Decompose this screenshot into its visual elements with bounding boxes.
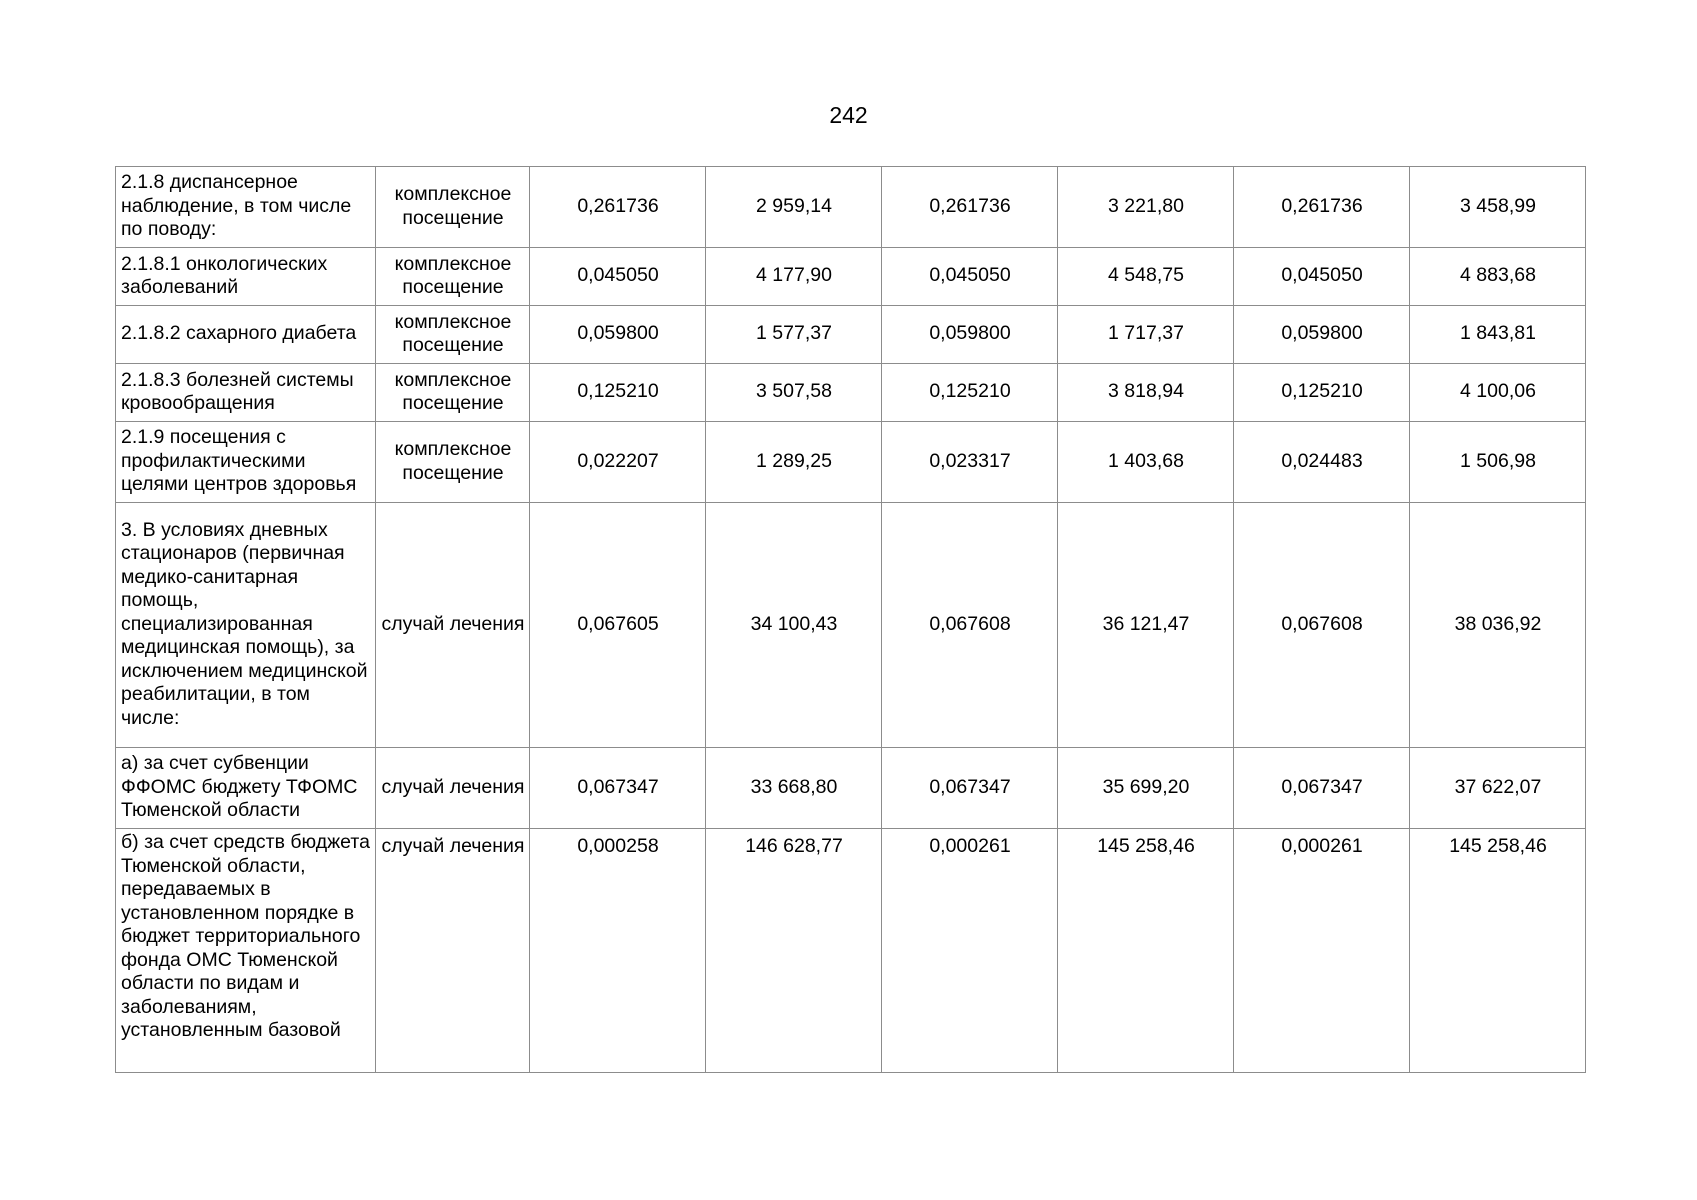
value-cell: 3 818,94 [1058,364,1234,422]
value-cell: 0,067347 [1234,748,1410,829]
table-row [116,422,1586,503]
table-row [116,748,1586,829]
value-cell: 0,067347 [530,748,706,829]
value-cell: 0,067605 [530,503,706,748]
value-cell: 145 258,46 [1058,829,1234,1073]
page-number: 242 [829,102,868,128]
value-cell: 1 843,81 [1410,306,1586,364]
data-table [115,166,1586,1073]
row-label: 2.1.9 посещения с профилактическими целями центров здоровья [116,422,376,503]
table-row [116,167,1586,248]
value-cell: 0,261736 [882,167,1058,248]
unit-cell: случай лечения [376,829,530,1073]
value-cell: 33 668,80 [706,748,882,829]
unit-cell: случай лечения [376,503,530,748]
unit-cell: комплексное посещение [376,248,530,306]
table-row [116,306,1586,364]
value-cell: 4 883,68 [1410,248,1586,306]
value-cell: 38 036,92 [1410,503,1586,748]
row-label: 2.1.8.2 сахарного диабета [116,306,376,364]
row-label: 2.1.8.1 онкологических заболеваний [116,248,376,306]
unit-cell: комплексное посещение [376,364,530,422]
value-cell: 0,045050 [882,248,1058,306]
row-label: 2.1.8 диспансерное наблюдение, в том числе по поводу: [116,167,376,248]
value-cell: 1 717,37 [1058,306,1234,364]
unit-cell: случай лечения [376,748,530,829]
row-label: 3. В условиях дневных стационаров (первичная медико-санитарная помощь, специализированная медицинская помощь), за исключением медицинской реабилитации, в том числе: [116,503,376,748]
value-cell: 0,067608 [1234,503,1410,748]
value-cell: 35 699,20 [1058,748,1234,829]
value-cell: 4 177,90 [706,248,882,306]
value-cell: 2 959,14 [706,167,882,248]
value-cell: 0,000261 [882,829,1058,1073]
value-cell: 37 622,07 [1410,748,1586,829]
value-cell: 0,045050 [1234,248,1410,306]
value-cell: 1 577,37 [706,306,882,364]
value-cell: 0,067347 [882,748,1058,829]
value-cell: 145 258,46 [1410,829,1586,1073]
value-cell: 4 100,06 [1410,364,1586,422]
value-cell: 0,000258 [530,829,706,1073]
table-row [116,248,1586,306]
value-cell: 36 121,47 [1058,503,1234,748]
value-cell: 3 221,80 [1058,167,1234,248]
table-row [116,364,1586,422]
value-cell: 0,067608 [882,503,1058,748]
value-cell: 0,125210 [530,364,706,422]
value-cell: 0,261736 [1234,167,1410,248]
table-row [116,503,1586,748]
value-cell: 3 507,58 [706,364,882,422]
value-cell: 146 628,77 [706,829,882,1073]
value-cell: 1 506,98 [1410,422,1586,503]
unit-cell: комплексное посещение [376,306,530,364]
value-cell: 0,261736 [530,167,706,248]
value-cell: 0,125210 [1234,364,1410,422]
value-cell: 3 458,99 [1410,167,1586,248]
value-cell: 0,045050 [530,248,706,306]
value-cell: 34 100,43 [706,503,882,748]
value-cell: 0,125210 [882,364,1058,422]
value-cell: 0,000261 [1234,829,1410,1073]
value-cell: 0,024483 [1234,422,1410,503]
value-cell: 0,059800 [882,306,1058,364]
value-cell: 0,023317 [882,422,1058,503]
value-cell: 1 403,68 [1058,422,1234,503]
value-cell: 0,059800 [530,306,706,364]
value-cell: 0,022207 [530,422,706,503]
unit-cell: комплексное посещение [376,422,530,503]
value-cell: 4 548,75 [1058,248,1234,306]
row-label: 2.1.8.3 болезней системы кровообращения [116,364,376,422]
value-cell: 0,059800 [1234,306,1410,364]
unit-cell: комплексное посещение [376,167,530,248]
row-label: а) за счет субвенции ФФОМС бюджету ТФОМС Тюменской области [116,748,376,829]
value-cell: 1 289,25 [706,422,882,503]
row-label: б) за счет средств бюджета Тюменской области, передаваемых в установленном порядке в бюджет территориального фонда ОМС Тюменской области по видам и заболеваниям, установленным базовой [116,829,376,1073]
table-row [116,829,1586,1073]
